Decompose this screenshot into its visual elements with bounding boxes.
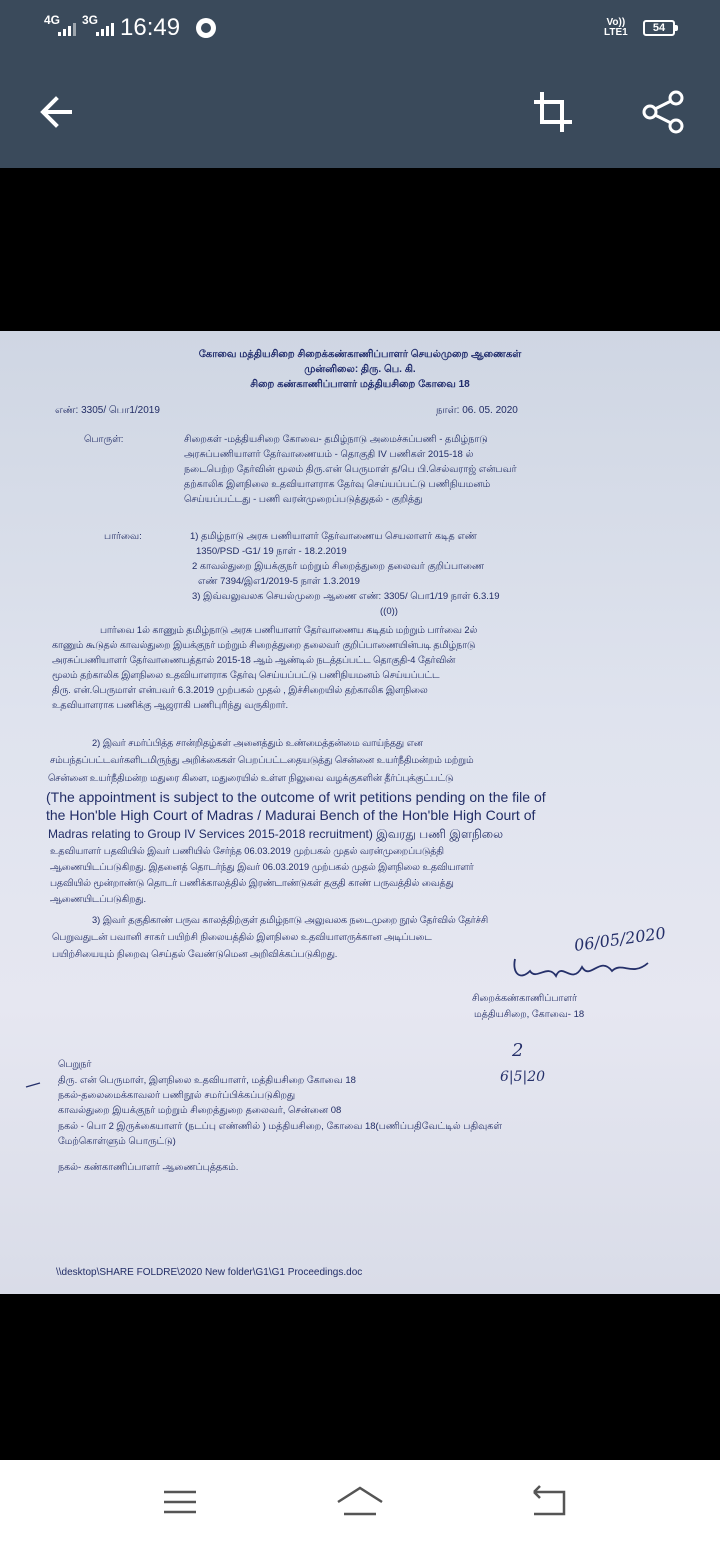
home-icon xyxy=(332,1478,388,1526)
document-date: நாள்: 06. 05. 2020 xyxy=(436,405,518,416)
ref-line-1: 1) தமிழ்நாடு அரசு பணியாளர் தேர்வாணைய செயலாளர் கடித எண் xyxy=(190,531,477,542)
navigation-bar xyxy=(0,1460,720,1544)
para2-line-1: 2) இவர் சமர்ப்பித்த சான்றிதழ்கள் அனைத்தும் உண்மைத்தன்மை வாய்ந்தது என xyxy=(92,738,423,748)
file-path: \\desktop\SHARE FOLDRE\2020 New folder\G1\G1 Proceedings.doc xyxy=(56,1267,363,1278)
image-viewer[interactable] xyxy=(0,168,720,1460)
ref-line-5: 3) இவ்வலுவலக செயல்முறை ஆணை எண்: 3305/ பொ1/19 நாள் 6.3.19 xyxy=(192,591,500,602)
margin-note-date: 6|5|20 xyxy=(500,1069,546,1085)
subject-line-1: சிறைகள் -மத்தியசிறை கோவை- தமிழ்நாடு அமைச்சுப்பணி - தமிழ்நாடு xyxy=(184,434,488,445)
header-line-1: கோவை மத்தியசிறை சிறைக்கண்காணிப்பாளர் செயல்முறை ஆணைகள் xyxy=(198,349,522,360)
para2-line-7: உதவியாளர் பதவியில் இவர் பணியில் சேர்ந்த 06.03.2019 முற்பகல் முதல் வரன்முறைப்படுத்தி xyxy=(50,846,444,856)
margin-tick xyxy=(26,1083,40,1087)
para2-line-4: (The appointment is subject to the outcome of writ petitions pending on the file of xyxy=(46,789,546,805)
crop-button[interactable] xyxy=(524,84,580,140)
subject-label: பொருள்: xyxy=(84,434,124,445)
back-icon xyxy=(520,1478,576,1526)
para2-line-5: the Hon'ble High Court of Madras / Madurai Bench of the Hon'ble High Court of xyxy=(46,807,536,823)
nav-back-button[interactable] xyxy=(520,1478,576,1526)
paragraph-1 xyxy=(52,625,477,712)
vpn-icon xyxy=(196,18,216,38)
ref-line-3: 2 காவல்துறை இயக்குநர் மற்றும் சிறைத்துறை தலைவர் குறிப்பாணை xyxy=(192,561,485,572)
volte-indicator xyxy=(604,18,628,38)
home-button[interactable] xyxy=(332,1478,388,1526)
para3-line-1: 3) இவர் தகுதிகாண் பருவ காலத்திற்குள் தமிழ்நாடு அலுவலக நடைமுறை நூல் தேர்வில் தேர்ச்சி xyxy=(92,915,489,925)
recipient-line-2: நகல்-தலைமைக்காவலர் பணிநூல் சமர்ப்பிக்கப்படுகிறது xyxy=(58,1090,296,1101)
signature-date: 06/05/2020 xyxy=(572,923,667,955)
network-type-2: 3G xyxy=(82,13,99,27)
ref-label: பார்வை: xyxy=(104,531,142,542)
battery-level: 54 xyxy=(652,22,666,34)
signal-icon-2 xyxy=(96,22,114,36)
para1-line-5: திரு. என்.பெருமாள் என்பவர் 6.3.2019 முற்பகல் முதல் , இச்சிறையில் தற்காலிக இளநிலை xyxy=(52,685,428,695)
para3-line-3: பயிற்சியையும் நிறைவு செய்தல் வேண்டுமென அறிவிக்கப்படுகிறது. xyxy=(52,949,338,959)
image-viewer-toolbar xyxy=(0,56,720,168)
recipient-line-3: காவல்துறை இயக்குநர் மற்றும் சிறைத்துறை தலைவர், சென்னை 08 xyxy=(58,1105,342,1116)
volte-line-2: LTE1 xyxy=(604,27,628,38)
paragraph-2 xyxy=(46,738,546,905)
document-page xyxy=(0,331,720,1294)
share-icon xyxy=(636,84,692,140)
para2-line-9: பதவியில் மூன்றாண்டு தொடர் பணிக்காலத்தில் இரண்டாண்டுகள் தகுதி காண் பருவத்தில் வைத்து xyxy=(50,878,454,888)
ref-line-2: 1350/PSD -G1/ 19 நாள் - 18.2.2019 xyxy=(196,546,347,557)
recipient-line-1: திரு. என் பெருமாள், இளநிலை உதவியாளர், மத்தியசிறை கோவை 18 xyxy=(58,1075,356,1086)
recipient-line-5: மேற்கொள்ளும் பொருட்டு) xyxy=(58,1136,176,1147)
back-button[interactable] xyxy=(28,84,84,140)
recipient-line-6: நகல்- கண்காணிப்பாளர் ஆணைப்புத்தகம். xyxy=(58,1162,239,1173)
clock: 16:49 xyxy=(120,14,181,41)
subject-line-3: நடைபெற்ற தேர்வின் மூலம் திரு.என் பெருமாள் த/பெ பி.செல்வராஜ் என்பவர் xyxy=(184,464,517,475)
reference-number: எண்: 3305/ பொ1/2019 xyxy=(55,405,160,416)
para3-line-2: பெறுவதுடன் பவானி சாகர் பயிற்சி நிலையத்தில் இளநிலை உதவியாளருக்கான அடிப்படை xyxy=(52,932,432,942)
recipient-label: பெறுநர் xyxy=(58,1059,92,1070)
arrow-left-icon xyxy=(28,84,84,140)
para1-line-3: அரசுப்பணியாளர் தேர்வாணையத்தால் 2015-18 ஆம் ஆண்டில் நடத்தப்பட்ட தொகுதி-4 தேர்வின் xyxy=(52,655,456,665)
paragraph-3 xyxy=(52,915,488,960)
para2-line-3: சென்னை உயர்நீதிமன்ற மதுரை கிளை, மதுரையில் உள்ள நிலுவை வழக்குகளின் தீர்ப்புக்குட்பட்டு xyxy=(48,773,454,783)
header-line-2: முன்னிலை: திரு. பெ. கி. xyxy=(304,364,416,375)
para2-line-2: சம்பந்தப்பட்டவர்களிடமிருந்து அறிக்கைகள் பெறப்பட்டதையடுத்து சென்னை உயர்நீதிமன்றம் மற்றும் xyxy=(50,755,474,765)
para2-line-8: ஆணையிடப்படுகிறது. இதனைத் தொடர்ந்து இவர் 06.03.2019 முற்பகல் முதல் இளநிலை உதவியாளர் xyxy=(50,862,474,872)
status-bar xyxy=(0,0,720,56)
battery-icon xyxy=(643,20,675,36)
signature xyxy=(514,923,667,976)
volte-line-1: Vo)) xyxy=(606,17,626,28)
para1-line-1: பார்வை 1ல் காணும் தமிழ்நாடு அரசு பணியாளர் தேர்வாணைய கடிதம் மற்றும் பார்வை 2ல் xyxy=(100,625,478,635)
para1-line-2: காணும் கூடுதல் காவல்துறை இயக்குநர் மற்றும் சிறைத்துறை தலைவர் குறிப்பாணையின்படி தமிழ்நாடு xyxy=(52,640,476,650)
share-button[interactable] xyxy=(636,84,692,140)
margin-note-number: 2 xyxy=(512,1040,524,1061)
recipients xyxy=(58,1059,502,1173)
subject-line-4: தற்காலிக இளநிலை உதவியாளராக தேர்வு செய்யப்பட்டு பணிநியமனம் xyxy=(184,479,491,490)
signature-place: மத்தியசிறை, கோவை- 18 xyxy=(474,1009,585,1020)
header-line-3: சிறை கண்காணிப்பாளர் மத்தியசிறை கோவை 18 xyxy=(250,379,470,390)
para1-line-6: உதவியாளராக பணிக்கு ஆஜராகி பணிபுரிந்து வருகிறார். xyxy=(52,700,289,710)
menu-button[interactable] xyxy=(152,1478,208,1526)
order-mark: ((0)) xyxy=(380,606,398,617)
para2-line-10: ஆணையிடப்படுகிறது. xyxy=(50,894,147,904)
network-type-1: 4G xyxy=(44,13,61,27)
document-photo[interactable] xyxy=(0,331,720,1294)
menu-icon xyxy=(152,1478,208,1526)
para1-line-4: மூலம் தற்காலிக இளநிலை உதவியாளராக தேர்வு செய்யப்பட்டு பணிநியமனம் செய்யப்பட்ட xyxy=(52,670,440,680)
signature-scribble xyxy=(514,959,648,976)
para2-line-6: Madras relating to Group IV Services 2015-2018 recruitment) இவரது பணி இளநிலை xyxy=(48,827,504,841)
subject-line-2: அரசுப்பணியாளர் தேர்வாணையம் - தொகுதி IV பணிகள் 2015-18 ல் xyxy=(184,449,474,460)
crop-icon xyxy=(524,84,580,140)
signal-icon-1 xyxy=(58,22,76,36)
ref-line-4: எண் 7394/இஎ1/2019-5 நாள் 1.3.2019 xyxy=(198,576,360,587)
signature-title: சிறைக்கண்காணிப்பாளர் xyxy=(472,993,577,1004)
subject-line-5: செய்யப்பட்டது - பணி வரன்முறைப்படுத்துதல் - குறித்து xyxy=(184,494,423,505)
recipient-line-4: நகல் - பொ 2 இருக்கையாளர் (நடப்பு எண்ணில் ) மத்தியசிறை, கோவை 18(பணிப்பதிவேட்டில் பதிவுகள் xyxy=(58,1121,502,1132)
